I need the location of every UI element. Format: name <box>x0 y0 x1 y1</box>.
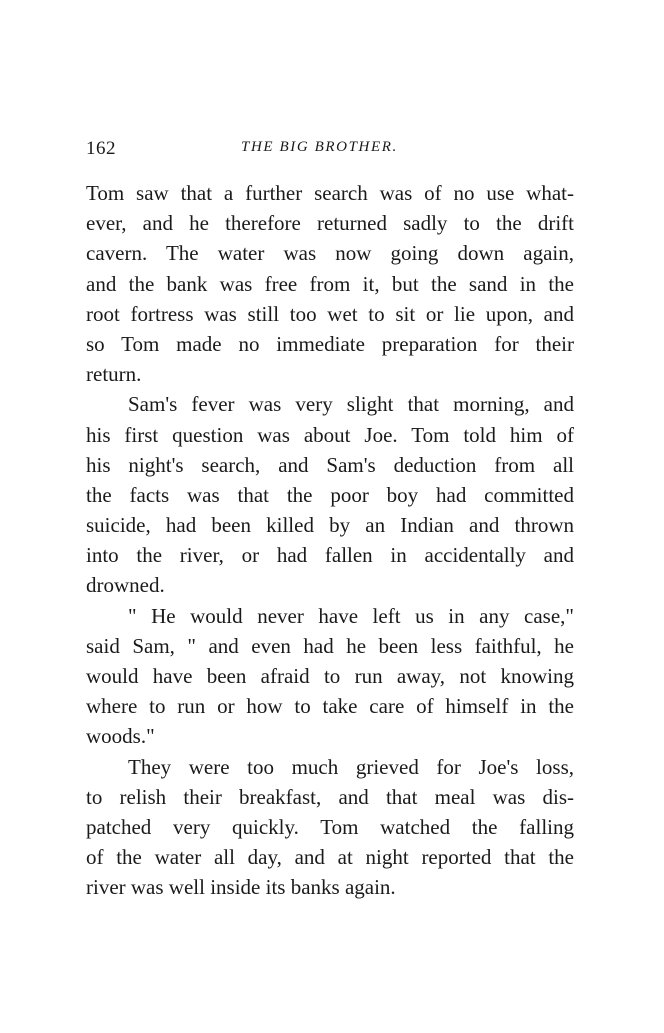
paragraph <box>86 389 574 600</box>
text-line: would have been afraid to run away, not knowing <box>86 664 574 688</box>
text-line: drowned. <box>86 573 165 598</box>
paragraph <box>86 601 574 752</box>
text-line: They were too much grieved for Joe's loss, <box>128 754 574 779</box>
text-line: Tom saw that a further search was of no use what- <box>86 181 574 205</box>
text-line: the facts was that the poor boy had committed <box>86 482 574 507</box>
text-line: of the water all day, and at night reported that the <box>86 845 574 870</box>
text-line: suicide, had been killed by an Indian and thrown <box>86 513 574 538</box>
text-line: and the bank was free from it, but the sand in the <box>86 271 574 296</box>
paragraph <box>86 752 574 903</box>
text-line: his night's search, and Sam's deduction from all <box>86 452 574 477</box>
text-line: return. <box>86 362 142 387</box>
running-title: THE BIG BROTHER. <box>241 139 398 155</box>
text-line: to relish their breakfast, and that meal was dis- <box>86 784 574 809</box>
text-line: river was well inside its banks again. <box>86 875 396 900</box>
text-line: said Sam, " and even had he been less faithful, he <box>86 633 574 658</box>
text-line: ever, and he therefore returned sadly to the drift <box>86 211 574 236</box>
text-line: cavern. The water was now going down again, <box>86 241 574 266</box>
text-line: where to run or how to take care of himself in the <box>86 694 574 719</box>
text-line: Sam's fever was very slight that morning, and <box>128 392 574 417</box>
paragraph <box>86 178 574 389</box>
text-line: root fortress was still too wet to sit or lie upon, and <box>86 301 574 326</box>
text-line: into the river, or had fallen in accidentally and <box>86 543 574 568</box>
text-line: patched very quickly. Tom watched the falling <box>86 814 574 839</box>
body-text <box>86 178 574 903</box>
text-line: his first question was about Joe. Tom told him of <box>86 422 574 447</box>
text-line: so Tom made no immediate preparation for their <box>86 331 574 356</box>
page-number: 162 <box>86 138 116 159</box>
running-head <box>86 138 574 168</box>
text-line: woods." <box>86 724 155 749</box>
text-line: " He would never have left us in any case," <box>128 603 574 628</box>
